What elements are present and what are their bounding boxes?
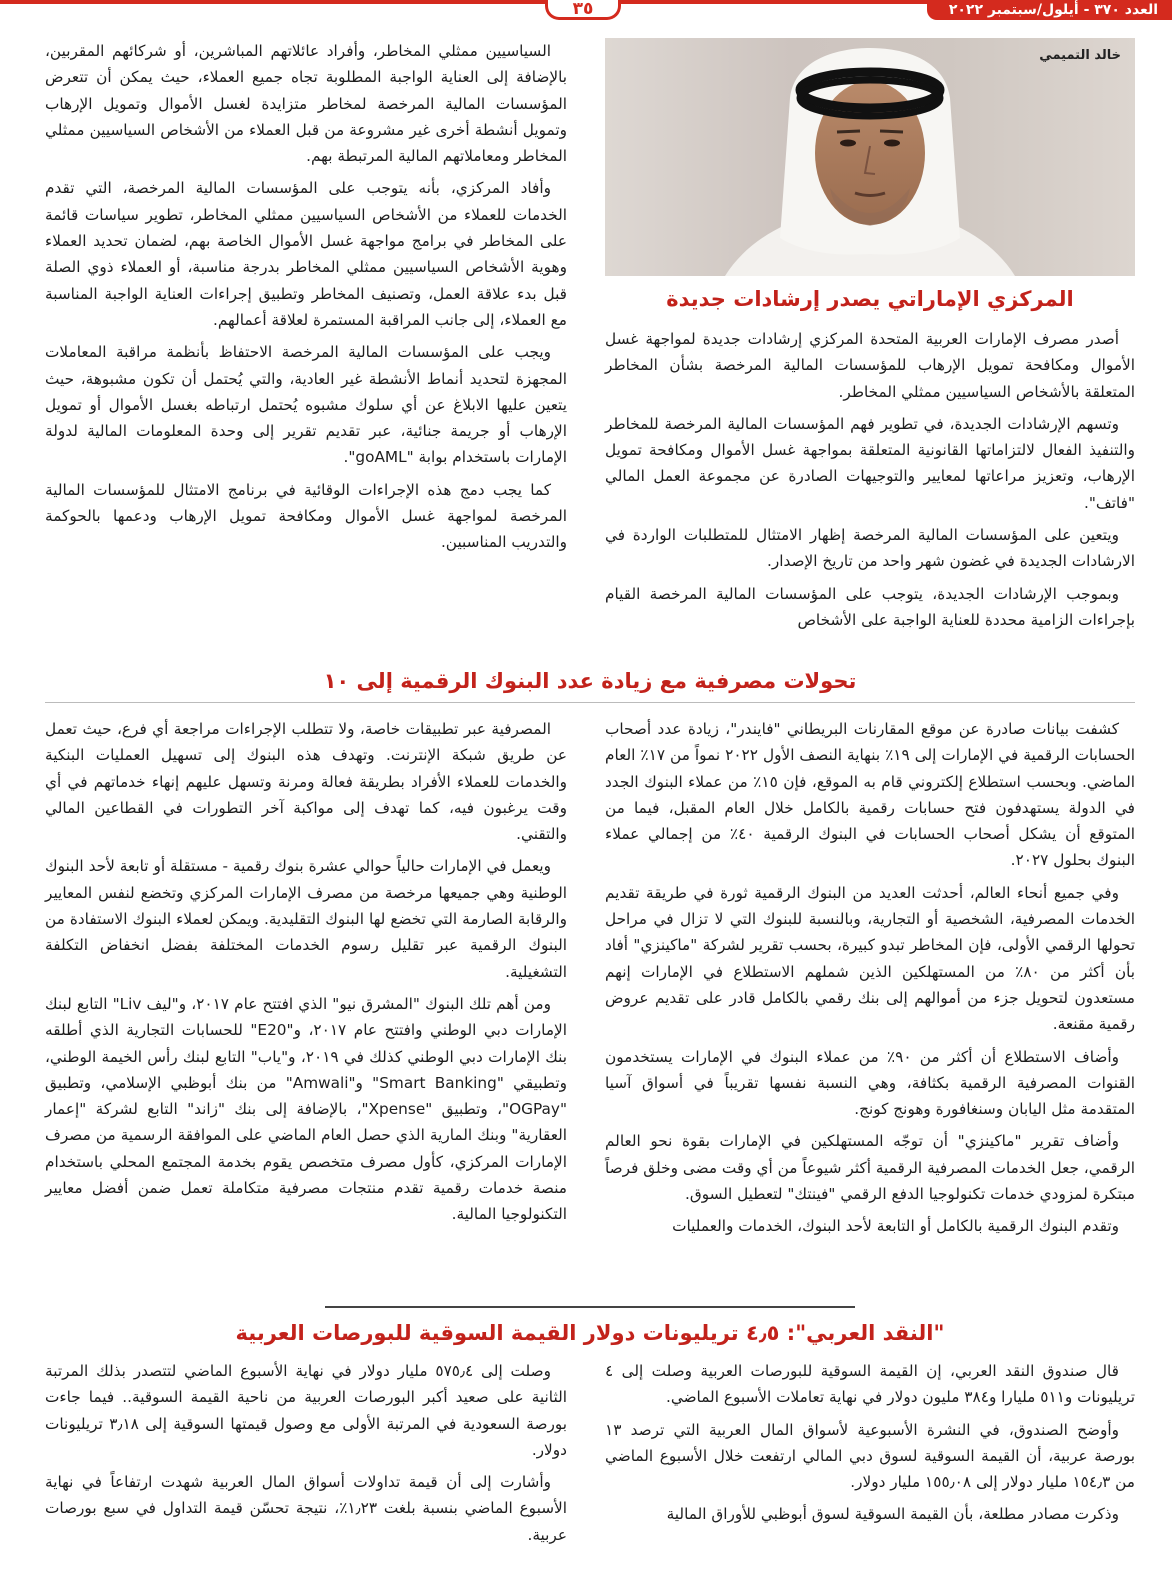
article2-left-column bbox=[45, 716, 567, 1234]
top-bar bbox=[0, 0, 1172, 20]
article1-right-column bbox=[605, 326, 1135, 639]
paragraph: وبموجب الإرشادات الجديدة، يتوجب على المؤسسات المالية المرخصة القيام بإجراءات الزامية محددة للعناية الواجبة على الأشخاص bbox=[605, 584, 1135, 629]
portrait-illustration bbox=[605, 38, 1135, 276]
paragraph: كما يجب دمج هذه الإجراءات الوقائية في برنامج الامتثال للمؤسسات المالية المرخصة لمواجهة غسل الأموال ومكافحة تمويل الإرهاب ودعمها بالحوكمة والتدريب المناسبين. bbox=[45, 480, 567, 552]
paragraph: وذكرت مصادر مطلعة، بأن القيمة السوقية لسوق أبوظبي للأوراق المالية bbox=[666, 1505, 1119, 1524]
article2-right-column bbox=[605, 716, 1135, 1246]
photo-caption: خالد التميمي bbox=[1039, 48, 1121, 63]
paragraph: قال صندوق النقد العربي، إن القيمة السوقية للبورصات العربية وصلت إلى ٤ تريليونات و٥١١ مليارا و٣٨٤ مليون دولار في نهاية تعاملات الأسبوع الماضي. bbox=[605, 1362, 1135, 1407]
article1-headline: المركزي الإماراتي يصدر إرشادات جديدة bbox=[666, 287, 1074, 311]
paragraph: السياسيين ممثلي المخاطر، وأفراد عائلاتهم المباشرين، أو شركائهم المقربين، بالإضافة إلى العناية الواجبة المطلوبة تجاه جميع العملاء، حيث يمكن أن تتعرض المؤسسات المالية المرخصة لمخاطر متزايدة لغسل الأموال وتمويل الإرهاب وتمويل أنشطة أخرى غير مشروعة من قبل العملاء من الأشخاص السياسيين ممثلي المخاطر ومعاملاتهم المالية المرتبطة بهم. bbox=[45, 42, 567, 166]
paragraph: وتسهم الإرشادات الجديدة، في تطوير فهم المؤسسات المالية المرخصة للمخاطر والتنفيذ الفعال لالتزاماتها القانونية المتعلقة بمواجهة غسل الأموال ومكافحة تمويل الإرهاب، وتعزيز مراعاتها لمعايير والتوجيهات الصادرة عن مجموعة العمل المالي "فاتف". bbox=[605, 414, 1135, 512]
article2-rule bbox=[45, 702, 1135, 703]
paragraph: وتقدم البنوك الرقمية بالكامل أو التابعة لأحد البنوك، الخدمات والعمليات bbox=[672, 1217, 1119, 1236]
paragraph: ويعمل في الإمارات حالياً حوالي عشرة بنوك رقمية - مستقلة أو تابعة لأحد البنوك الوطنية وهي جميعها مرخصة من مصرف الإمارات المركزي وتخضع لنفس المعايير والرقابة الصارمة التي تخضع لها البنوك التقليدية. ويمكن لعملاء البنوك الاستفادة من البنوك الرقمية عبر تقليل رسوم الخدمات المختلفة بفضل انخفاض التكلفة التشغيلية. bbox=[45, 857, 567, 981]
paragraph: كشفت بيانات صادرة عن موقع المقارنات البريطاني "فايندر"، زيادة عدد أصحاب الحسابات الرقمية في الإمارات إلى ١٩٪ بنهاية النصف الأول ٢٠٢٢ نمواً من ١٧٪ العام الماضي. وبحسب استطلاع إلكتروني قام به الموقع، فإن ١٥٪ من عملاء البنوك الجدد في الدولة يستهدفون فتح حسابات رقمية بالكامل خلال العام المقبل، فيما من المتوقع أن يشكل أصحاب الحسابات في البنوك الرقمية ٤٠٪ من إجمالي عملاء البنوك بحلول ٢٠٢٧. bbox=[605, 720, 1136, 870]
paragraph: ويتعين على المؤسسات المالية المرخصة إظهار الامتثال للمتطلبات الواردة في الارشادات الجديدة في غضون شهر واحد من تاريخ الإصدار. bbox=[605, 526, 1135, 571]
paragraph: ومن أهم تلك البنوك "المشرق نيو" الذي افتتح عام ٢٠١٧، و"ليف Liv" التابع لبنك الإمارات دبي الوطني وافتتح عام ٢٠١٧، و"E20" للحسابات التجارية الذي أطلقه بنك الإمارات دبي الوطني كذلك في ٢٠١٩، و"ياب" التابع لبنك رأس الخيمة الوطني، وتطبيقي "Smart Banking" و"Amwali" من بنك أبوظبي الإسلامي، وتطبيق "OGPay"، وتطبيق "Xpense"، بالإضافة إلى بنك "زاند" التابع لشركة "إعمار العقارية" وبنك المارية الذي حصل العام الماضي على الموافقة الرسمية من مصرف الإمارات المركزي، كأول مصرف متخصص يقوم بخدمة المجتمع المحلي باستخدام منصة خدمات رقمية تقدم منتجات مصرفية متكاملة تعمل ضمن أفضل معايير التكنولوجيا المالية. bbox=[45, 994, 568, 1224]
article1-left-column bbox=[45, 38, 567, 562]
paragraph: وصلت إلى ٥٧٥٫٤ مليار دولار في نهاية الأسبوع الماضي لتتصدر بذلك المرتبة الثانية على صعيد أكبر البورصات العربية من ناحية القيمة السوقية.. فيما جاءت بورصة السعودية في المرتبة الأولى مع وصول قيمتها السوقية إلى ٣٫١٨ تريليونات دولار. bbox=[45, 1362, 567, 1459]
paragraph: وأضاف تقرير "ماكينزي" أن توجّه المستهلكين في الإمارات بقوة نحو العالم الرقمي، جعل الخدمات المصرفية الرقمية أكثر شيوعاً من أي وقت مضى وخلق فرصاً مبتكرة لمزودي خدمات تكنولوجيا الدفع الرقمي "فينتك" لتعطيل السوق. bbox=[605, 1132, 1135, 1204]
section-divider bbox=[325, 1306, 855, 1308]
paragraph: أصدر مصرف الإمارات العربية المتحدة المركزي إرشادات جديدة لمواجهة غسل الأموال ومكافحة تمويل الإرهاب للمؤسسات المالية المرخصة بشأن المخاطر المتعلقة بالأشخاص السياسيين ممثلي المخاطر. bbox=[605, 330, 1135, 401]
paragraph: ويجب على المؤسسات المالية المرخصة الاحتفاظ بأنظمة مراقبة المعاملات المجهزة لتحديد أنماط الأنشطة غير العادية، والتي يُحتمل أن تكون مشبوهة، حيث يتعين عليها الابلاغ عن أي سلوك مشبوه يُحتمل ارتباطه بغسل الأموال أو تمويل الإرهاب أو جريمة جنائية، عبر تقديم تقرير إلى وحدة المعلومات المالية لدولة الإمارات باستخدام بوابة "goAML". bbox=[45, 343, 567, 467]
article3-headline: "النقد العربي": ٤٫٥ تريليونات دولار القيمة السوقية للبورصات العربية bbox=[235, 1321, 945, 1345]
paragraph: المصرفية عبر تطبيقات خاصة، ولا تتطلب الإجراءات مراجعة أي فرع، حيث تعمل عن طريق شبكة الإنترنت. وتهدف هذه البنوك إلى تسهيل العمليات البنكية والخدمات للعملاء الأفراد بطريقة فعالة ومرنة وتسهل عليهم إنهاء خدماتهم في أي وقت يرغبون فيه، كما تهدف إلى مواكبة آخر التطورات في القطاعين المالي والتقني. bbox=[45, 720, 567, 844]
article2-headline: تحولات مصرفية مع زيادة عدد البنوك الرقمية إلى ١٠ bbox=[323, 669, 857, 693]
paragraph: وأفاد المركزي، بأنه يتوجب على المؤسسات المالية المرخصة، التي تقدم الخدمات للعملاء من الأشخاص السياسيين ممثلي المخاطر، تطوير سياسات قائمة على المخاطر في برامج مواجهة غسل الأموال الخاصة بهم، لضمان تحديد العملاء وهوية الأشخاص السياسيين ممثلي المخاطر بدرجة مناسبة، أو العملاء ذوي الصلة قبل بدء علاقة العمل، وتصنيف المخاطر وتطبيق إجراءات العناية الواجبة المناسبة مع العملاء، إلى جانب المراقبة المستمرة لعلاقة أعمالهم. bbox=[45, 179, 567, 329]
paragraph: وأشارت إلى أن قيمة تداولات أسواق المال العربية شهدت ارتفاعاً في نهاية الأسبوع الماضي بنسبة بلغت ١٫٢٣٪، نتيجة تحسّن قيمة التداول في سبع بورصات عربية. bbox=[45, 1473, 567, 1544]
issue-label: العدد ٣٧٠ - أيلول/سبتمبر ٢٠٢٢ bbox=[927, 0, 1172, 20]
article3-left-column bbox=[45, 1358, 567, 1554]
page-number: ٣٥ bbox=[545, 0, 621, 20]
paragraph: وأضاف الاستطلاع أن أكثر من ٩٠٪ من عملاء البنوك في الإمارات يستخدمون القنوات المصرفية الرقمية بكثافة، وهي النسبة نفسها تقريباً في أسواق آسيا المتقدمة مثل اليابان وسنغافورة وهونج كونج. bbox=[605, 1047, 1135, 1119]
paragraph: وأوضح الصندوق، في النشرة الأسبوعية لأسواق المال العربية التي ترصد ١٣ بورصة عربية، أن القيمة السوقية لسوق دبي المالي ارتفعت خلال الأسبوع الماضي من ١٥٤٫٣ مليار دولار إلى ١٥٥٫٠٨ مليار دولار. bbox=[605, 1420, 1135, 1492]
article3-right-column bbox=[605, 1358, 1135, 1534]
portrait-photo bbox=[605, 38, 1135, 276]
paragraph: وفي جميع أنحاء العالم، أحدثت العديد من البنوك الرقمية ثورة في طريقة تقديم الخدمات المصرفية، الشخصية أو التجارية، وبالنسبة للبنوك التي لا تزال في مراحل تحولها الرقمي الأولى، فإن المخاطر تبدو كبيرة، بحسب تقرير لشركة "ماكينزي" أفاد بأن أكثر من ٨٠٪ من المستهلكين الذين شملهم الاستطلاع في الإمارات إنهم مستعدون لتحويل جزء من أموالهم إلى بنك رقمي بالكامل قادر على تقديم عروض رقمية مقنعة. bbox=[605, 883, 1136, 1034]
